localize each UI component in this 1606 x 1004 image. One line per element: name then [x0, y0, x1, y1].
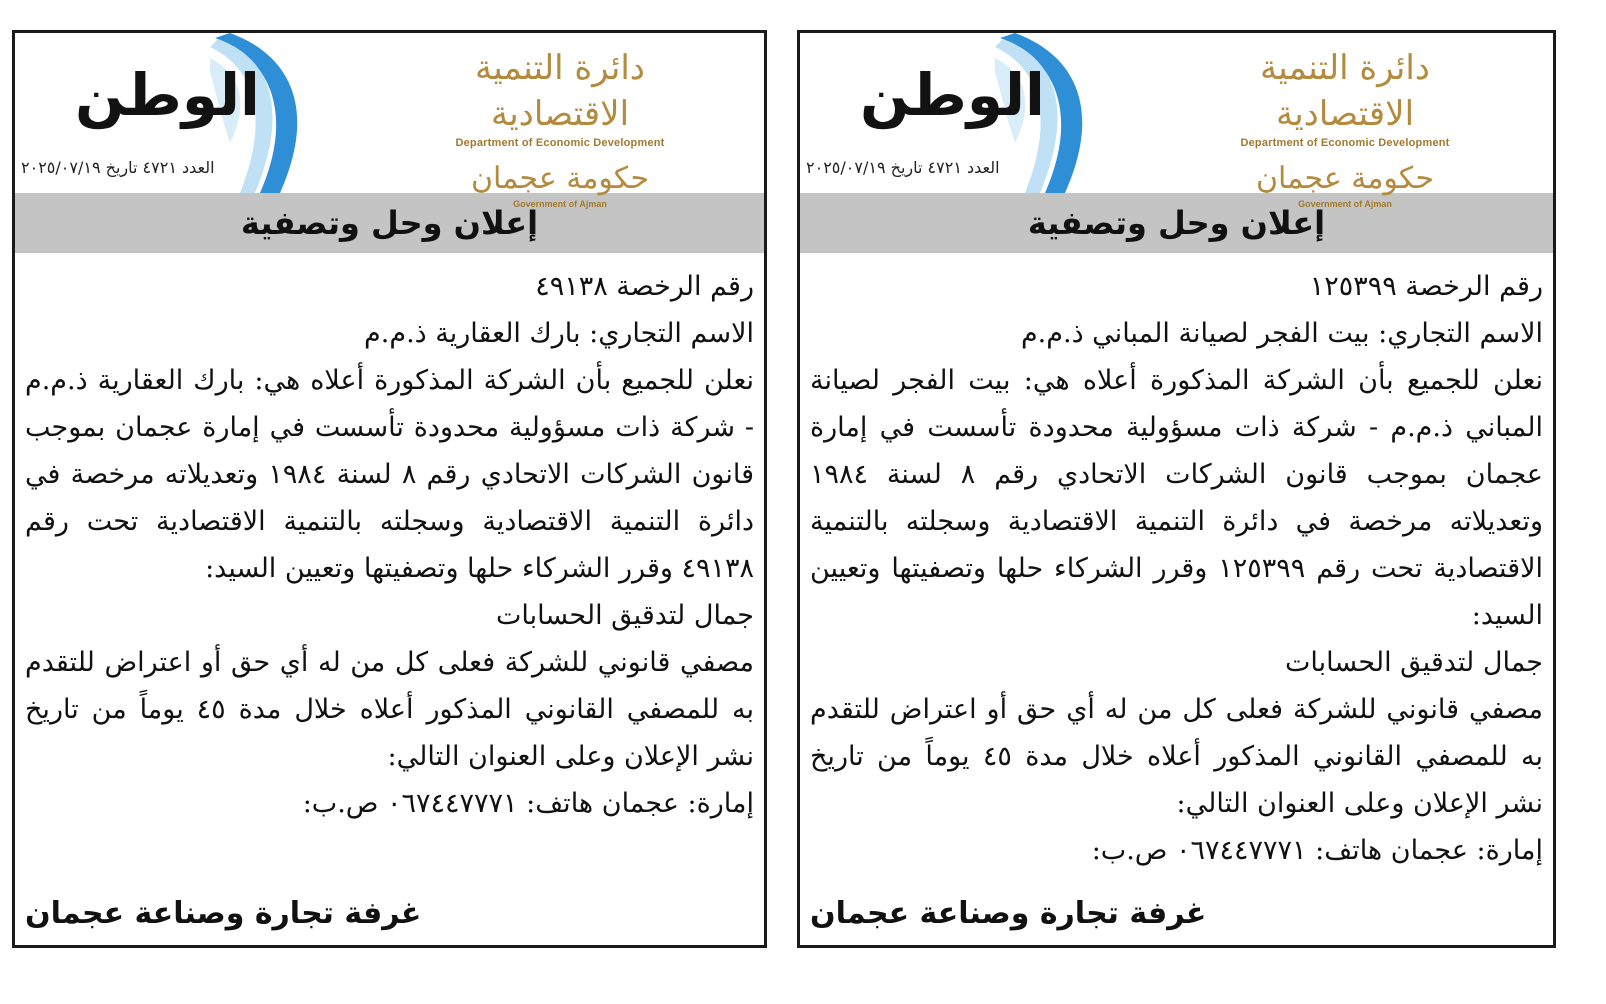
license-number-line: رقم الرخصة ١٢٥٣٩٩ [1309, 271, 1543, 302]
address-line: إمارة: عجمان هاتف: ٠٦٧٤٤٧٧٧١ ص.ب: [302, 788, 754, 819]
government-english-name: Government of Ajman [513, 199, 607, 209]
ded-arabic-name: دائرة التنمية الاقتصادية [1260, 48, 1430, 134]
newspaper-logo: الوطن [860, 61, 1045, 129]
license-number-line: رقم الرخصة ٤٩١٣٨ [535, 271, 754, 302]
ded-logo-block [1220, 45, 1470, 209]
government-arabic-name: حكومة عجمان [1255, 161, 1435, 196]
newspaper-logo: الوطن [75, 61, 260, 129]
ded-logo-block [435, 45, 685, 209]
announcement-paragraph: نعلن للجميع بأن الشركة المذكورة أعلاه هي: بيت الفجر لصيانة المباني ذ.م.م - شركة ذات مسؤولية محدودة تأسست في إمارة عجمان بموجب قانون الشركات الاتحادي رقم ٨ لسنة ١٩٨٤ وتعديلاته مرخصة في دائرة التنمية الاقتصادية وسجلته بالتنمية الاقتصادية تحت رقم ١٢٥٣٩٩ وقرر الشركاء حلها وتصفيتها وتعيين السيد: [810, 365, 1544, 631]
notice-body [15, 253, 764, 827]
notice-left [12, 30, 767, 948]
notice-title-bar: إعلان وحل وتصفية [15, 193, 764, 253]
claims-paragraph: مصفي قانوني للشركة فعلى كل من له أي حق أو اعتراض للتقدم به للمصفي القانوني المذكور أعلاه خلال مدة ٤٥ يوماً من تاريخ نشر الإعلان وعلى العنوان التالي: [25, 647, 755, 772]
ded-arabic-name: دائرة التنمية الاقتصادية [475, 48, 645, 134]
ded-english-name: Department of Economic Development [1240, 137, 1450, 149]
notice-right [797, 30, 1556, 948]
notice-header [800, 33, 1553, 209]
notice-header [15, 33, 764, 209]
government-english-name: Government of Ajman [1298, 199, 1392, 209]
trade-name-line: الاسم التجاري: بيت الفجر لصيانة المباني ذ.م.م [1020, 318, 1543, 349]
trade-name-line: الاسم التجاري: بارك العقارية ذ.م.م [364, 318, 754, 349]
chamber-footer: غرفة تجارة وصناعة عجمان [810, 896, 1207, 931]
claims-paragraph: مصفي قانوني للشركة فعلى كل من له أي حق أو اعتراض للتقدم به للمصفي القانوني المذكور أعلاه خلال مدة ٤٥ يوماً من تاريخ نشر الإعلان وعلى العنوان التالي: [810, 694, 1544, 819]
chamber-footer: غرفة تجارة وصناعة عجمان [25, 896, 422, 931]
issue-date-line: العدد ٤٧٢١ تاريخ ٢٠٢٥/٠٧/١٩ [21, 158, 215, 177]
ded-english-name: Department of Economic Development [455, 137, 665, 149]
liquidator-name: جمال لتدقيق الحسابات [1284, 647, 1543, 678]
notice-body [800, 253, 1553, 874]
announcement-paragraph: نعلن للجميع بأن الشركة المذكورة أعلاه هي: بارك العقارية ذ.م.م - شركة ذات مسؤولية محدودة تأسست في إمارة عجمان بموجب قانون الشركات الاتحادي رقم ٨ لسنة ١٩٨٤ وتعديلاته مرخصة في دائرة التنمية الاقتصادية وسجلته بالتنمية الاقتصادية تحت رقم ٤٩١٣٨ وقرر الشركاء حلها وتصفيتها وتعيين السيد: [25, 365, 755, 584]
issue-date-line: العدد ٤٧٢١ تاريخ ٢٠٢٥/٠٧/١٩ [806, 158, 1000, 177]
liquidator-name: جمال لتدقيق الحسابات [495, 600, 754, 631]
notice-title-bar: إعلان وحل وتصفية [800, 193, 1553, 253]
government-arabic-name: حكومة عجمان [470, 161, 650, 196]
address-line: إمارة: عجمان هاتف: ٠٦٧٤٤٧٧٧١ ص.ب: [1091, 835, 1543, 866]
